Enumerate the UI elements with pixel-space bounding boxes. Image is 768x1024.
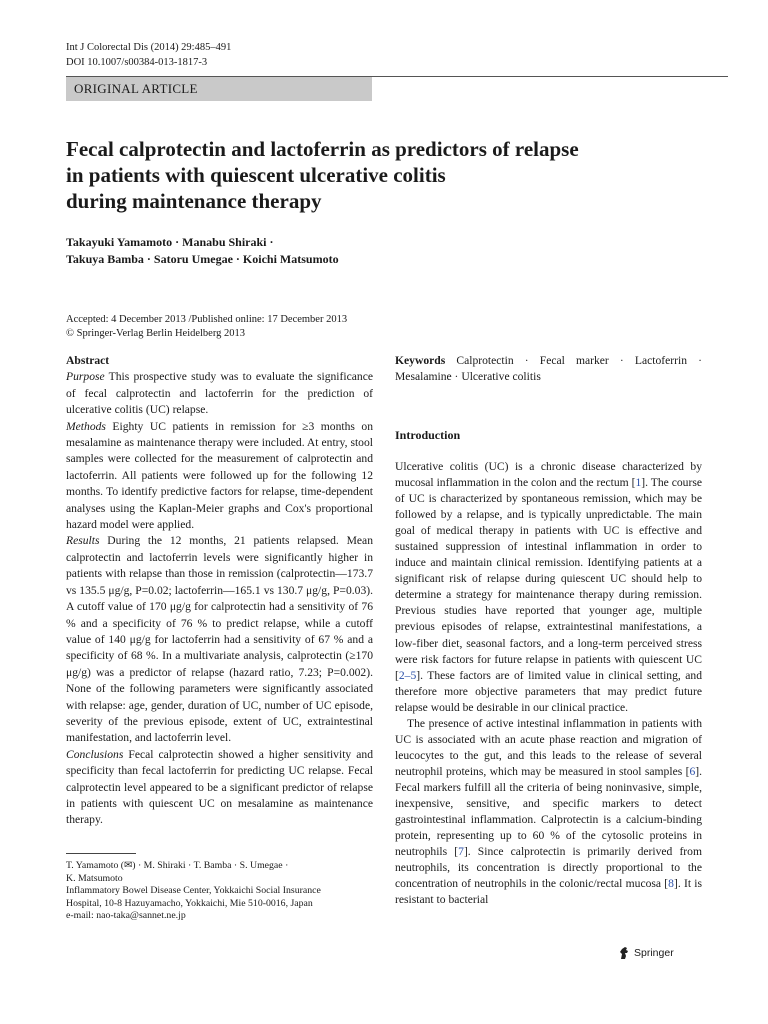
text-run: ]. These factors are of limited value in clinical setting, and therefore more objective parameters that may predict future relapse would be desirable in our clinical practice.: [395, 668, 702, 714]
journal-info: [66, 40, 231, 70]
intro-paragraph-1: [395, 459, 702, 716]
text-run: ]. Since calprotectin is primarily derived from neutrophils, its concentration is directly proportional to the concentration of neutrophils in the colonic/rectal mucosa [: [395, 845, 702, 891]
doi[interactable]: DOI 10.1007/s00384-013-1817-3: [66, 57, 208, 68]
keywords-label: Keywords: [395, 354, 446, 367]
methods-text: Eighty UC patients in remission for ≥3 months on mesalamine as maintenance therapy were included. At entry, stool samples were collected for the measurement of calprotectin and lactoferrin. All patients were followed up for the following 12 months. To identify predictive factors for relapse, time-dependent analyses using the Kaplan-Meier graphs and Cox's proportional hazard model were applied.: [66, 419, 373, 532]
affiliation-line: K. Matsumoto: [66, 872, 123, 884]
affiliation-line: T. Yamamoto (✉) · M. Shiraki · T. Bamba · S. Umegae ·: [66, 860, 289, 871]
paper-title: [66, 136, 686, 214]
text-run: The presence of active intestinal inflammation in patients with UC is associated with an acute phase reaction and migration of leucocytes to the gut, and this leads to the release of several neutrophil proteins, which may be measured in stool samples [: [395, 716, 702, 778]
abstract: [66, 353, 373, 829]
publication-dates: [66, 313, 347, 341]
keywords: [395, 353, 702, 386]
citation-link[interactable]: 2–5: [398, 668, 417, 682]
citation-link[interactable]: 7: [458, 845, 464, 859]
introduction-heading: Introduction: [395, 428, 461, 442]
affiliation-line: Hospital, 10-8 Hazuyamacho, Yokkaichi, Mie 510-0016, Japan: [66, 897, 313, 909]
title-line: in patients with quiescent ulcerative colitis: [66, 163, 446, 187]
abstract-conclusions: [66, 747, 373, 829]
authors-line: Takuya Bamba · Satoru Umegae · Koichi Matsumoto: [66, 252, 339, 266]
authors-line: Takayuki Yamamoto · Manabu Shiraki ·: [66, 235, 274, 249]
springer-horse-icon: [618, 946, 630, 960]
abstract-results: [66, 533, 373, 746]
author-affiliation: [66, 860, 376, 923]
citation-link[interactable]: 1: [635, 476, 642, 490]
abstract-methods: [66, 419, 373, 534]
abstract-heading: Abstract: [66, 354, 110, 367]
footnote-rule: [66, 853, 136, 854]
keywords-text: Calprotectin · Fecal marker · Lactoferrin · Mesalamine · Ulcerative colitis: [395, 354, 702, 384]
abstract-purpose: [66, 369, 373, 418]
purpose-label: Purpose: [66, 370, 105, 384]
title-line: during maintenance therapy: [66, 189, 322, 213]
introduction-body: [395, 459, 702, 908]
citation-link[interactable]: 8: [668, 877, 674, 891]
conclusions-label: Conclusions: [66, 747, 124, 761]
article-type-banner: ORIGINAL ARTICLE: [66, 77, 372, 101]
text-run: ]. Fecal markers fulfill all the criteria of being noninvasive, simple, inexpensive, sensitive, and specific markers to detect gastrointestinal inflammation. Calprotectin is a calcium-binding protein, representing up to 60 % of the cytosolic proteins in neutrophils [: [395, 764, 702, 859]
publisher-name: Springer: [634, 947, 674, 959]
author-list: [66, 234, 339, 268]
citation-link[interactable]: 6: [689, 764, 696, 778]
intro-paragraph-2: [395, 716, 702, 909]
publisher-logo: [618, 946, 674, 960]
text-run: Ulcerative colitis (UC) is a chronic disease characterized by mucosal inflammation in the colon and the rectum [: [395, 460, 702, 490]
results-label: Results: [66, 534, 100, 548]
journal-citation: Int J Colorectal Dis (2014) 29:485–491: [66, 42, 232, 53]
conclusions-text: Fecal calprotectin showed a higher sensitivity and specificity than fecal lactoferrin for predicting UC relapse. Fecal calprotectin level appeared to be a significant predictor of relapse in patients with quiescent UC on mesalamine as maintenance therapy.: [66, 747, 373, 827]
text-run: ]. The course of UC is characterized by spontaneous remission, which may be followed by a relapse, and is typically unpredictable. The main goal of medical therapy in patients with UC is effective and sustained suppression of intestinal inflammation in order to induce and maintain clinical remission. Identifying patients at a significant risk of relapse during quiescent UC should help to determine a strategy for maintenance therapy during remission. Previous studies have reported that younger age, multiple previous episodes of relapse, extraintestinal manifestations, a low-fiber diet, seasonal factors, and a long-term perceived stress were risk factors for future relapse in patients with quiescent UC [: [395, 476, 702, 682]
email-link[interactable]: e-mail: nao-taka@sannet.ne.jp: [66, 910, 186, 922]
accepted-date: Accepted: 4 December 2013 /Published online: 17 December 2013: [66, 314, 348, 325]
purpose-text: This prospective study was to evaluate the significance of fecal calprotectin and lactoferrin for the prediction of ulcerative colitis (UC) relapse.: [66, 370, 373, 417]
affiliation-line: Inflammatory Bowel Disease Center, Yokkaichi Social Insurance: [66, 885, 321, 897]
title-line: Fecal calprotectin and lactoferrin as predictors of relapse: [66, 137, 579, 161]
text-run: ]. It is resistant to bacterial: [395, 877, 703, 907]
methods-label: Methods: [66, 419, 106, 433]
copyright-notice: © Springer-Verlag Berlin Heidelberg 2013: [66, 328, 246, 339]
results-text: During the 12 months, 21 patients relapsed. Mean calprotectin and lactoferrin levels were significantly higher in patients with relapse than those in remission (calprotectin—173.7 vs 135.5 μg/g, P=0.02; lactoferrin—165.1 vs 130.7 μg/g, P=0.03). A cutoff value of 170 μg/g for calprotectin had a sensitivity of 76 % and a specificity of 76 % to predict relapse, while a cutoff value of 140 μg/g for lactoferrin had a sensitivity of 67 % and a specificity of 68 %. In a multivariate analysis, calprotectin (≥170 μg/g) was a predictor of relapse (hazard ratio, 7.23; P=0.002). None of the following parameters were significantly associated with relapse: age, gender, duration of UC, number of UC episode, severity of the previous episode, extent of UC, extraintestinal manifestation, and lactoferrin level.: [66, 534, 373, 745]
